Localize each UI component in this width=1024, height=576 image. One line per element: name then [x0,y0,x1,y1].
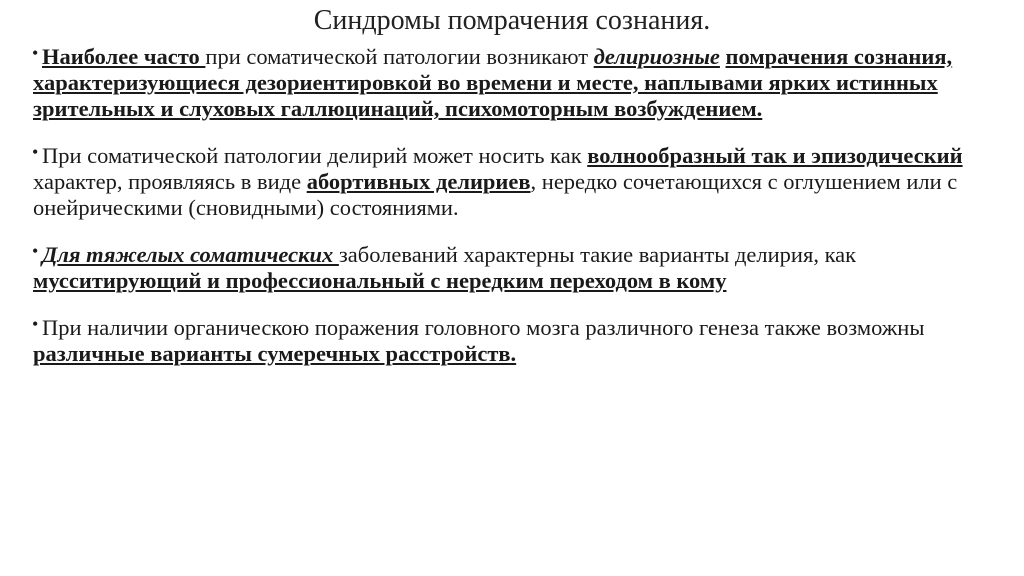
text-run: различные варианты сумеречных расстройств. [33,341,517,366]
slide-body [33,44,1008,388]
paragraph-text [33,242,1008,294]
text-run: мусситирующий и профессиональный с нередким переходом в кому [33,268,727,293]
text-run: абортивных делириев [306,169,531,194]
bullet-paragraph [33,315,1008,367]
slide-title: Синдромы помрачения сознания. [313,5,711,36]
text-run: , нередко сочетающихся с оглушением или с онейрическими (сновидными) состояниями. [33,169,958,220]
bullet-paragraph [33,143,1008,221]
paragraph-text [33,315,1008,367]
text-run: Для тяжелых соматических [42,242,339,267]
text-run: При соматической патологии делирий может носить как [42,143,588,168]
bullet-marker: • [32,142,39,162]
bullet-marker: • [32,43,39,63]
paragraph-text [33,44,1008,122]
bullet-marker: • [32,241,39,261]
text-run: делириозные [593,44,720,69]
text-run: характер, проявляясь в виде [33,169,307,194]
bullet-paragraph [33,44,1008,122]
bullet-marker: • [32,314,39,334]
text-run: при соматической патологии возникают [205,44,594,69]
text-run: помрачения сознания, характеризующиеся дезориентировкой во времени и месте, наплывами ярких истинных зрительных и слуховых галлюцинаций, психомоторным возбуждением. [33,44,953,121]
bullet-paragraph [33,242,1008,294]
text-run: Наиболее часто [42,44,206,69]
text-run: волнообразный так и эпизодический [587,143,963,168]
text-run: заболеваний характерны такие варианты делирия, как [338,242,857,267]
paragraph-text [33,143,1008,221]
text-run: При наличии органическою поражения головного мозга различного генеза также возможны [42,315,925,340]
